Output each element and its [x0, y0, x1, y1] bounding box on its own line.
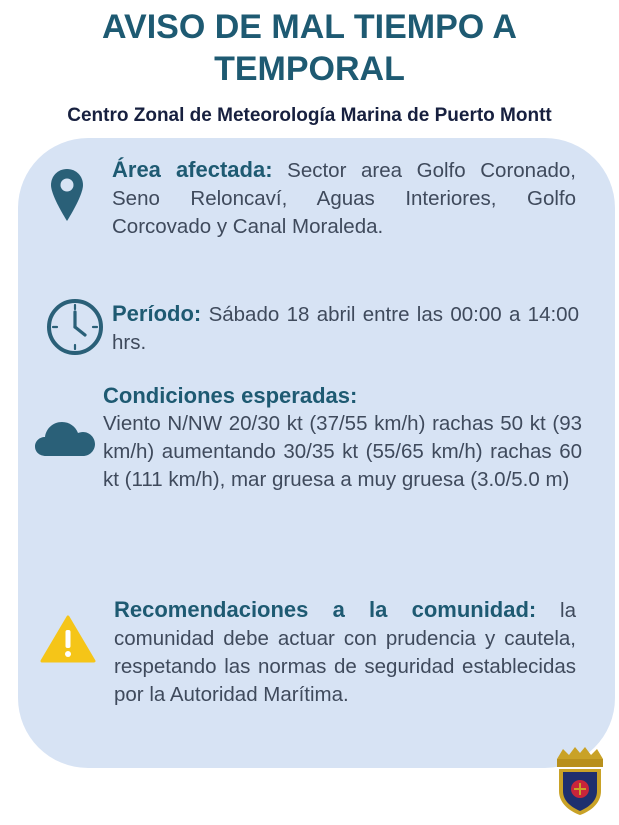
warning-icon	[40, 614, 96, 664]
recomendaciones-heading: Recomendaciones a la comunidad:	[114, 597, 537, 622]
periodo-body: Sábado 18 abril entre las 00:00 a 14:00 hrs.	[112, 303, 579, 354]
periodo-section	[112, 300, 579, 357]
page-subtitle: Centro Zonal de Meteorología Marina de Puerto Montt	[67, 105, 552, 126]
title-line-1: AVISO DE MAL TIEMPO A	[102, 8, 517, 46]
condiciones-heading: Condiciones esperadas:	[103, 383, 358, 408]
recomendaciones-section	[114, 596, 576, 709]
condiciones-section	[103, 382, 582, 494]
recomendaciones-body: la comunidad debe actuar con prudencia y cautela, respetando las normas de seguridad establecidas por la Autoridad Marítima.	[114, 599, 577, 706]
location-pin-icon	[50, 168, 84, 222]
periodo-heading: Período:	[112, 301, 202, 326]
condiciones-body: Viento N/NW 20/30 kt (37/55 km/h) rachas 50 kt (93 km/h) aumentando 30/35 kt (55/65 km/h) rachas 60 kt (111 km/h), mar gruesa a muy gruesa (3.0/5.0 m)	[103, 412, 582, 491]
page-title	[0, 6, 619, 90]
area-section	[112, 156, 576, 241]
navy-crest-logo	[553, 745, 607, 817]
cloud-icon	[35, 418, 95, 458]
title-line-2: TEMPORAL	[214, 50, 405, 88]
clock-icon	[45, 297, 105, 357]
area-body: Sector area Golfo Coronado, Seno Reloncaví, Aguas Interiores, Golfo Corcovado y Canal Moraleda.	[112, 159, 576, 238]
area-heading: Área afectada:	[112, 157, 273, 182]
